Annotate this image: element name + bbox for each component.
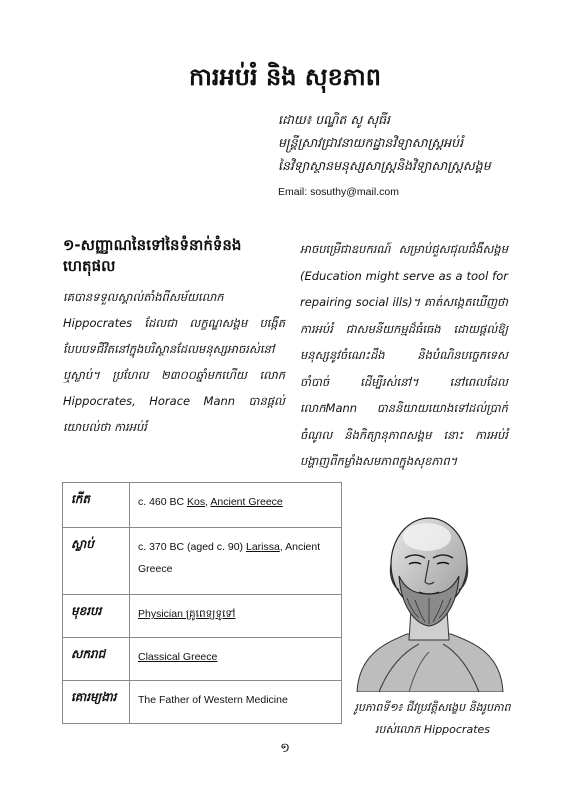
author-name: ដោយ៖ បណ្ឌិត សូ សុធីរ [278,112,391,127]
infobox-value: The Father of Western Medicine [130,681,342,724]
link[interactable]: Ancient Greece [210,496,283,508]
page-number: ១ [280,741,290,756]
link[interactable]: Classical Greece [138,651,218,663]
figure-caption: រូបភាពទី១៖ ជីវប្រវត្តិសង្ខេប និងរូបភាពរបស់លោក Hippocrates [354,701,511,736]
infobox-label: កើត [63,483,130,528]
section-heading: ១-សញ្ញាណនៃទៅនៃទំនាក់ទំនងហេតុផល [63,236,242,275]
table-row [63,595,342,638]
infobox-table [62,482,342,724]
author-institute: នៃវិទ្យាស្ថានមនុស្សសាស្ត្រនិងវិទ្យាសាស្ត្រសង្គម [278,158,491,173]
link[interactable]: Kos [187,496,206,508]
infobox-value [130,595,342,638]
paragraph: គេបានទទួលស្គាល់តាំងពីសម័យលោក Hippocrates ដែលជា លក្ខណ្ឌសង្គម បង្កើតបែបបទជីវិតនៅក្នុងបរិស្ថានដែលមនុស្សអាចរស់នៅ ឬស្លាប់។ ប្រហែល ២៣០០ឆ្នាំមកហើយ លោក Hippocrates, Horace Mann បានផ្តល់យោបល់ថា ការអប់រំ [63,290,285,434]
table-row [63,483,342,528]
right-column [300,236,508,475]
link[interactable]: Physician គ្រូពេទ្យទូទៅ [138,608,236,620]
infobox-label: ស្លាប់ [63,528,130,595]
infobox-value [130,638,342,681]
left-column [63,284,285,440]
table-row [63,681,342,724]
paragraph: អាចបម្រើជាឧបករណ៍ សម្រាប់ជួសជុលជំងឺសង្គម (Education might serve as a tool for repairing social ills)។ គាត់សង្កេតឃើញថា ការអប់រំ ជាសមនីយកម្មដ៏ធំធេង ដោយផ្តល់ឱ្យមនុស្សនូវចំណេះដឹង និងបំណិនបច្ចេកទេសចាំបាច់ ដើម្បីរស់នៅ។ នៅពេលដែលលោកMann បាននិយាយយោងទៅដល់ប្រាក់ចំណូល និងកិត្យានុភាពសង្គម នោះ ការអប់រំ បង្ហាញពីកម្លាំងសមភាពក្នុងសុខភាព។ [300,242,508,468]
infobox-value: c. 370 BC (aged c. 90) Larissa, Ancient Greece [130,528,342,595]
infobox-value: c. 460 BC Kos, Ancient Greece [130,483,342,528]
hippocrates-bust-image [349,502,509,692]
page-title: ការអប់រំ និង សុខភាព [189,63,381,91]
infobox-label: គោរម្យងារ [63,681,130,724]
table-row [63,528,342,595]
infobox-label: សករាជ [63,638,130,681]
author-position: មន្ត្រីស្រាវជ្រាវនាយកដ្ឋានវិទ្យាសាស្ត្រអប់រំ [278,135,464,150]
link[interactable]: Larissa [245,541,280,553]
author-block [278,108,558,177]
infobox-label: មុខរបរ [63,595,130,638]
author-email[interactable]: Email: sosuthy@mail.com [278,186,399,198]
table-row [63,638,342,681]
